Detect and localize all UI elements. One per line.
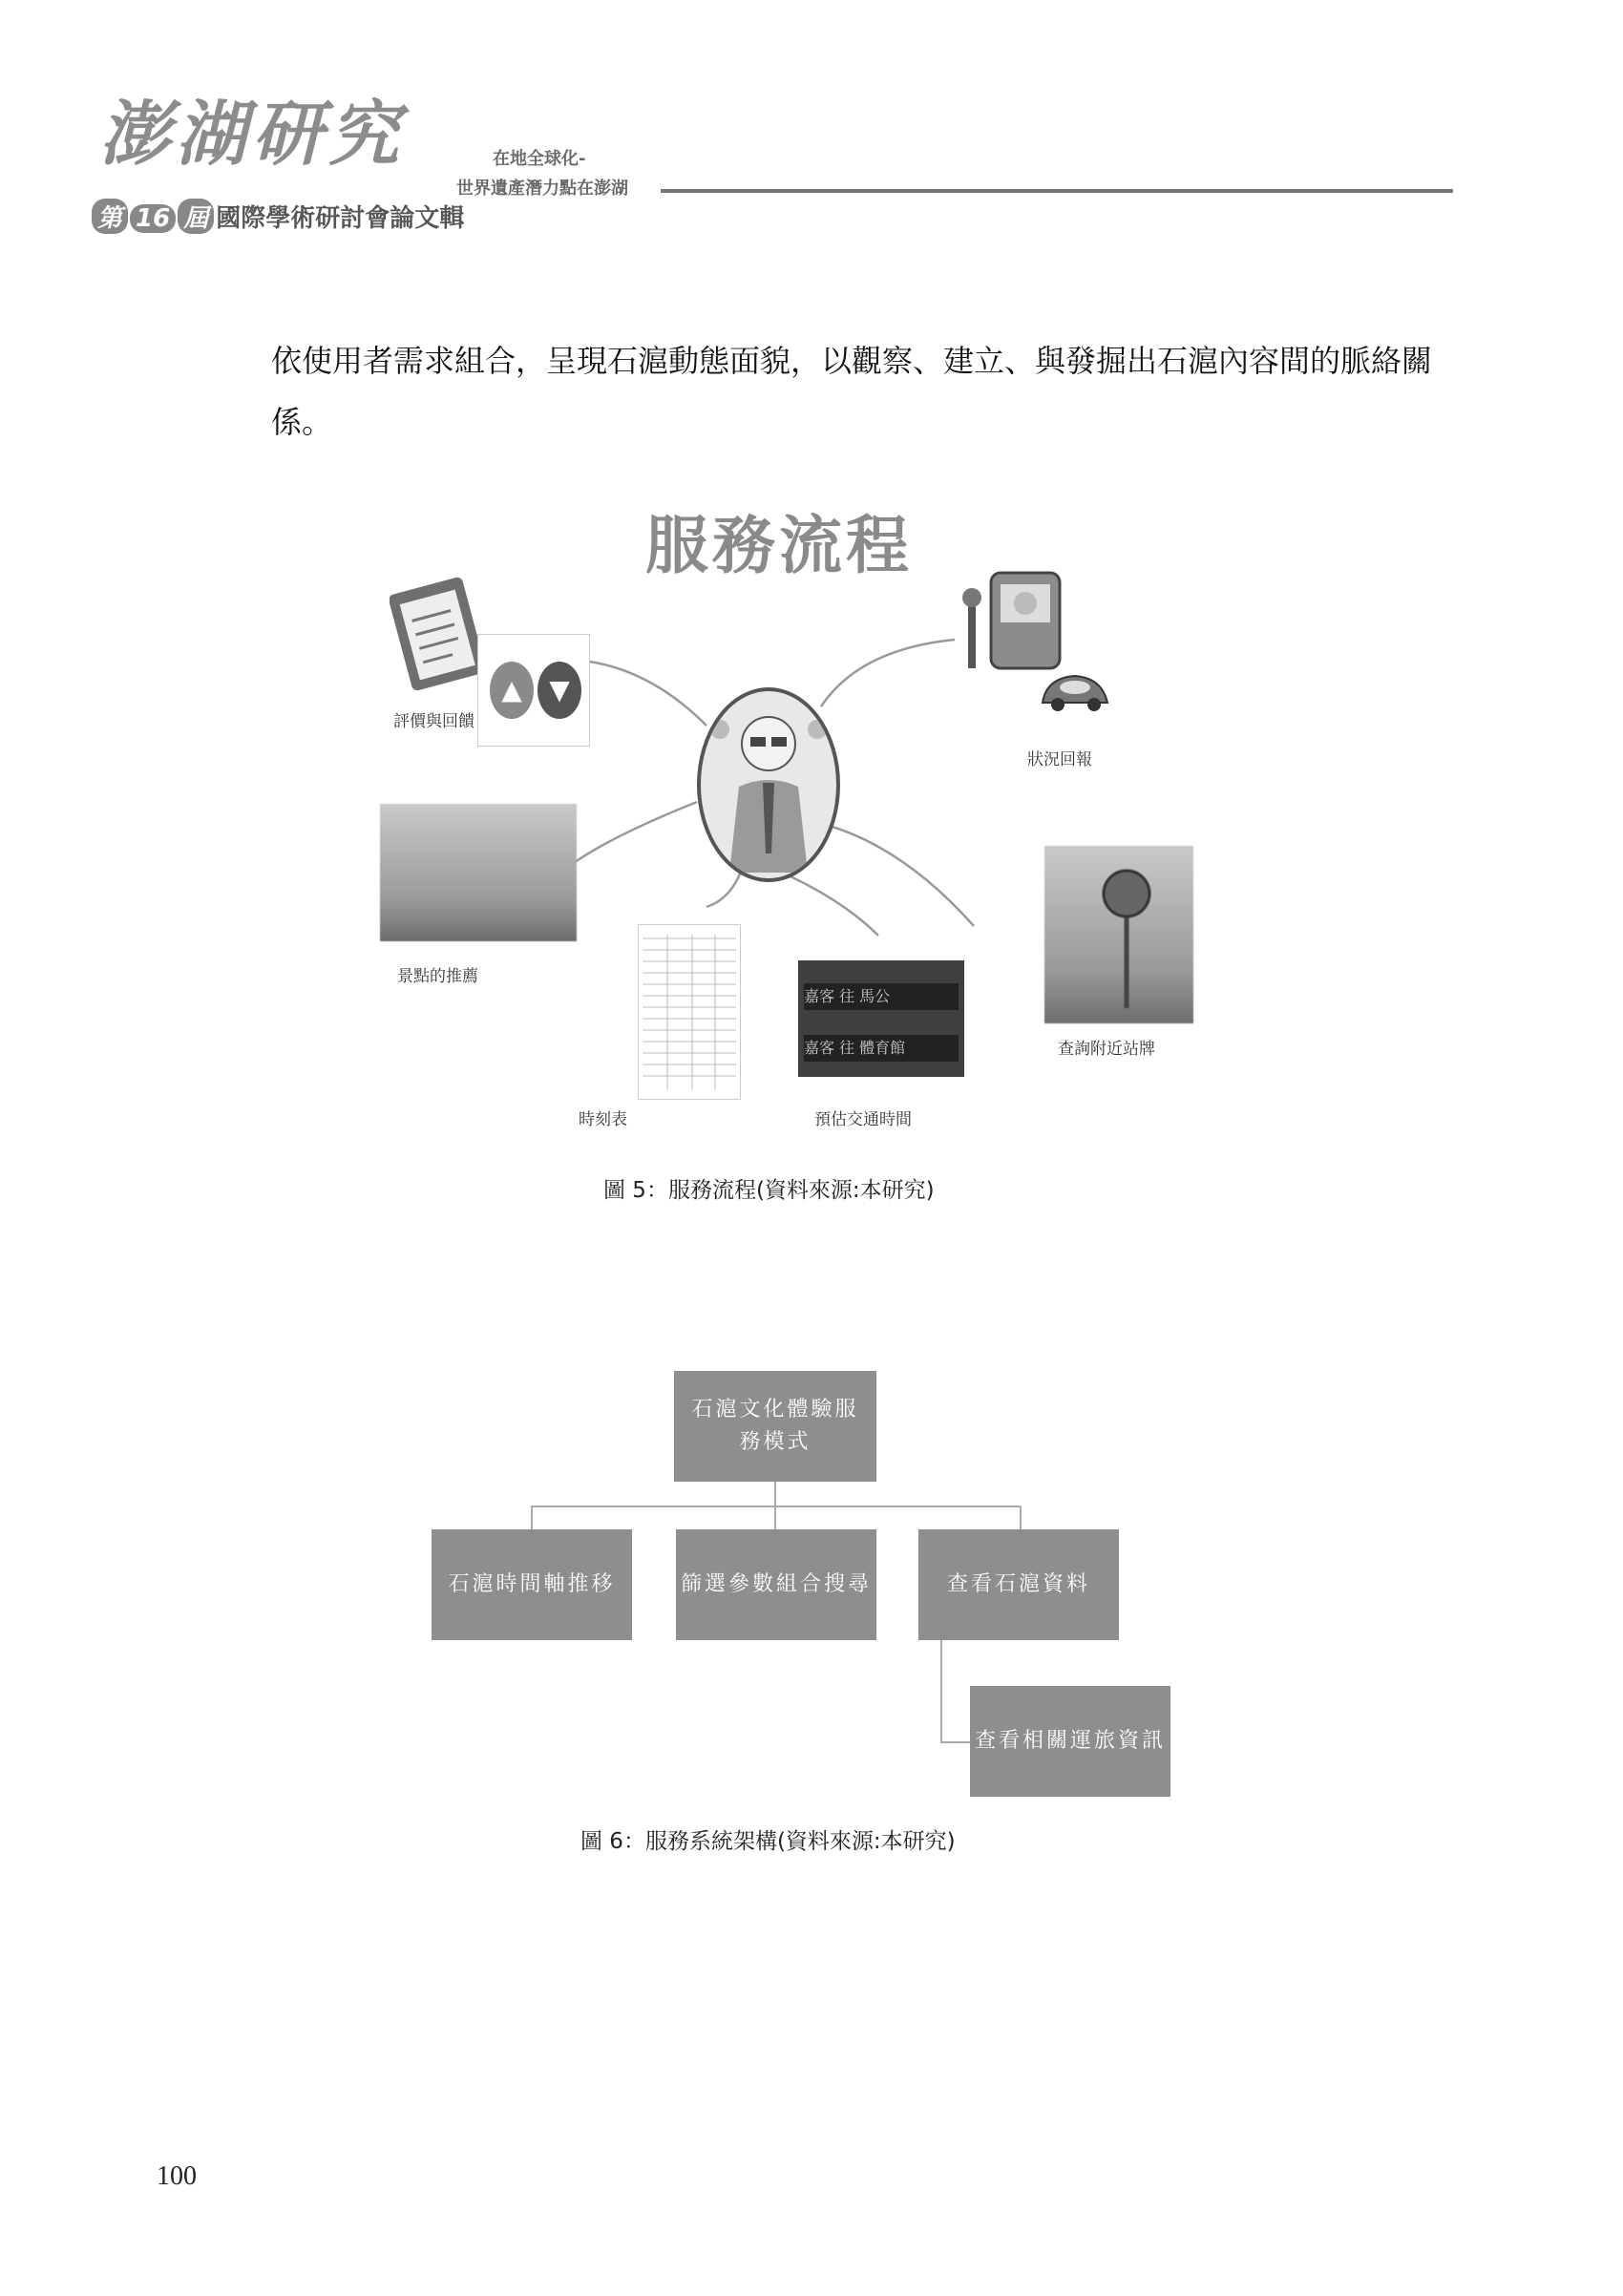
figure5-title: 服務流程 [645, 509, 913, 582]
figure5-caption: 圖 5：服務流程(資料來源:本研究) [603, 1178, 935, 1203]
journal-subtitle [92, 199, 464, 234]
arch-connector-right [1020, 1506, 1022, 1530]
arch-child-timeline-label: 石滬時間軸推移 [448, 1572, 616, 1596]
subtitle-suffix-visible: 國際學術研討會論文輯 [216, 204, 465, 233]
car-image [1037, 659, 1113, 716]
arch-child-filter-label: 篩選參數組合搜尋 [680, 1572, 872, 1596]
thumbs-panel [477, 634, 590, 747]
arch-child-data-label: 查看石滬資料 [946, 1572, 1090, 1596]
bus-stop-photo [1044, 846, 1193, 1023]
sign-row-2: 嘉客 往 體育館 [804, 1035, 959, 1062]
label-stop: 查詢附近站牌 [1058, 1040, 1155, 1059]
label-timetable: 時刻表 [579, 1110, 627, 1129]
arrow-to-stop [812, 821, 974, 926]
page-number: 100 [157, 2161, 197, 2191]
arrow-to-feedback [582, 661, 706, 726]
arrow-to-scenic [563, 802, 697, 871]
arch-connector-root [774, 1482, 776, 1506]
clipboard-image [390, 577, 485, 691]
body-paragraph: 依使用者需求組合，呈現石滬動態面貌，以觀察、建立、與發掘出石滬內容間的脈絡關係。 [271, 343, 1433, 440]
scenic-photo [380, 804, 577, 941]
arrow-to-status [821, 640, 955, 706]
label-traffic: 預估交通時間 [814, 1110, 912, 1129]
arrow-to-traffic [773, 869, 878, 936]
arch-connector-left [531, 1506, 533, 1530]
figure6-caption: 圖 6：服務系統架構(資料來源:本研究) [580, 1829, 956, 1854]
arch-grandchild-travel-label: 查看相關運旅資訊 [974, 1729, 1166, 1753]
arch-connector-grandchild-h [940, 1741, 971, 1743]
journal-title: 澎湖研究 [99, 94, 405, 176]
user-figure-image [697, 687, 840, 882]
label-status: 狀況回報 [1027, 750, 1092, 769]
thumbs-up-icon: ▲ [490, 662, 534, 719]
subtitle-suffix-badge: 屆 [178, 199, 214, 234]
arch-grandchild-travel [970, 1686, 1170, 1797]
arch-connector-horizontal [531, 1506, 1022, 1507]
label-scenic: 景點的推薦 [397, 967, 478, 986]
conference-theme-line1: 在地全球化- [493, 149, 586, 169]
thumbs-down-icon: ▼ [537, 662, 581, 719]
arch-child-data [918, 1529, 1119, 1640]
subtitle-prefix-badge: 第 [92, 199, 128, 234]
header-rule [661, 189, 1453, 193]
timetable-image [638, 924, 741, 1100]
arch-child-filter [676, 1529, 876, 1640]
arch-connector-grandchild-v [940, 1640, 942, 1743]
traffic-sign-image [798, 960, 964, 1077]
arch-child-timeline [432, 1529, 632, 1640]
label-feedback: 評價與回饋 [393, 712, 474, 731]
conference-theme-line2: 世界遺產潛力點在澎湖 [456, 179, 628, 199]
arch-connector-middle [774, 1506, 776, 1530]
sign-row-1: 嘉客 往 馬公 [804, 983, 959, 1010]
arch-root-label: 石滬文化體驗服務模式 [691, 1398, 859, 1454]
arch-root-box [674, 1371, 876, 1482]
subtitle-number-badge: 16 [130, 204, 176, 233]
